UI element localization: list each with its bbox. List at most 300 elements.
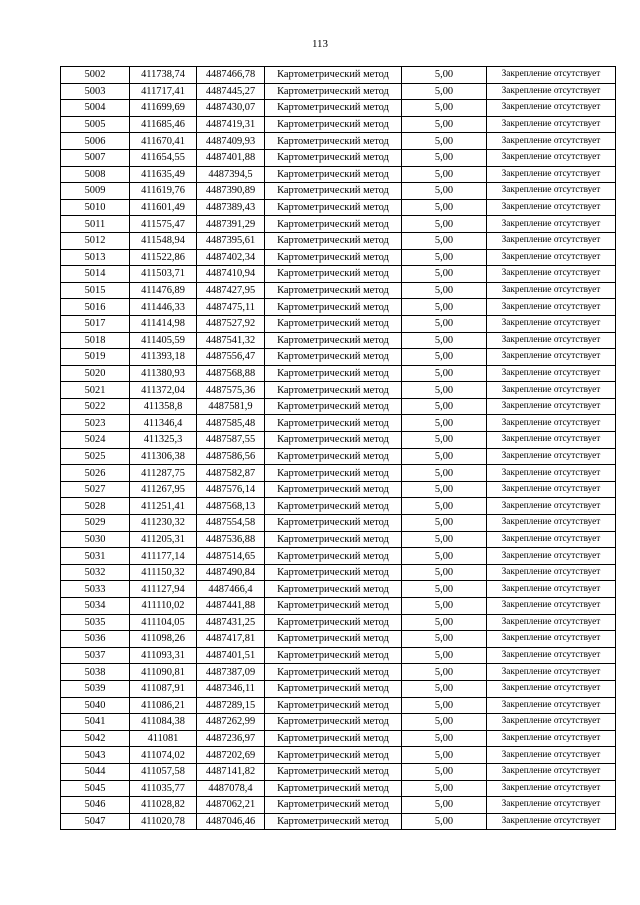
x-coordinate-cell: 411346,4	[130, 415, 197, 432]
fixation-status-cell: Закрепление отсутствует	[487, 448, 616, 465]
y-coordinate-cell: 4487401,51	[197, 647, 265, 664]
fixation-status-cell: Закрепление отсутствует	[487, 332, 616, 349]
y-coordinate-cell: 4487141,82	[197, 763, 265, 780]
table-row	[61, 647, 616, 664]
table-row	[61, 166, 616, 183]
x-coordinate-cell: 411086,21	[130, 697, 197, 714]
x-coordinate-cell: 411074,02	[130, 747, 197, 764]
accuracy-cell: 5,00	[402, 232, 487, 249]
x-coordinate-cell: 411372,04	[130, 382, 197, 399]
point-number-cell: 5012	[61, 232, 130, 249]
table-row	[61, 67, 616, 84]
y-coordinate-cell: 4487541,32	[197, 332, 265, 349]
point-number-cell: 5036	[61, 631, 130, 648]
method-cell: Картометрический метод	[265, 614, 402, 631]
x-coordinate-cell: 411087,91	[130, 680, 197, 697]
x-coordinate-cell: 411028,82	[130, 797, 197, 814]
fixation-status-cell: Закрепление отсутствует	[487, 349, 616, 366]
accuracy-cell: 5,00	[402, 249, 487, 266]
fixation-status-cell: Закрепление отсутствует	[487, 797, 616, 814]
fixation-status-cell: Закрепление отсутствует	[487, 67, 616, 84]
point-number-cell: 5041	[61, 714, 130, 731]
fixation-status-cell: Закрепление отсутствует	[487, 199, 616, 216]
accuracy-cell: 5,00	[402, 780, 487, 797]
fixation-status-cell: Закрепление отсутствует	[487, 763, 616, 780]
method-cell: Картометрический метод	[265, 515, 402, 532]
point-number-cell: 5018	[61, 332, 130, 349]
fixation-status-cell: Закрепление отсутствует	[487, 631, 616, 648]
accuracy-cell: 5,00	[402, 697, 487, 714]
y-coordinate-cell: 4487466,78	[197, 67, 265, 84]
table-row	[61, 763, 616, 780]
table-row	[61, 299, 616, 316]
fixation-status-cell: Закрепление отсутствует	[487, 730, 616, 747]
table-row	[61, 797, 616, 814]
fixation-status-cell: Закрепление отсутствует	[487, 100, 616, 117]
x-coordinate-cell: 411035,77	[130, 780, 197, 797]
y-coordinate-cell: 4487554,58	[197, 515, 265, 532]
y-coordinate-cell: 4487078,4	[197, 780, 265, 797]
point-number-cell: 5005	[61, 116, 130, 133]
x-coordinate-cell: 411267,95	[130, 481, 197, 498]
accuracy-cell: 5,00	[402, 564, 487, 581]
method-cell: Картометрический метод	[265, 183, 402, 200]
table-row	[61, 465, 616, 482]
method-cell: Картометрический метод	[265, 415, 402, 432]
point-number-cell: 5016	[61, 299, 130, 316]
x-coordinate-cell: 411110,02	[130, 598, 197, 615]
accuracy-cell: 5,00	[402, 515, 487, 532]
x-coordinate-cell: 411738,74	[130, 67, 197, 84]
point-number-cell: 5037	[61, 647, 130, 664]
point-number-cell: 5040	[61, 697, 130, 714]
y-coordinate-cell: 4487475,11	[197, 299, 265, 316]
method-cell: Картометрический метод	[265, 116, 402, 133]
y-coordinate-cell: 4487585,48	[197, 415, 265, 432]
y-coordinate-cell: 4487587,55	[197, 432, 265, 449]
y-coordinate-cell: 4487262,99	[197, 714, 265, 731]
method-cell: Картометрический метод	[265, 216, 402, 233]
accuracy-cell: 5,00	[402, 299, 487, 316]
accuracy-cell: 5,00	[402, 548, 487, 565]
table-row	[61, 631, 616, 648]
fixation-status-cell: Закрепление отсутствует	[487, 481, 616, 498]
y-coordinate-cell: 4487391,29	[197, 216, 265, 233]
fixation-status-cell: Закрепление отсутствует	[487, 548, 616, 565]
table-row	[61, 432, 616, 449]
table-row	[61, 199, 616, 216]
y-coordinate-cell: 4487581,9	[197, 398, 265, 415]
accuracy-cell: 5,00	[402, 149, 487, 166]
accuracy-cell: 5,00	[402, 349, 487, 366]
coordinates-table	[60, 66, 616, 830]
table-row	[61, 365, 616, 382]
fixation-status-cell: Закрепление отсутствует	[487, 598, 616, 615]
fixation-status-cell: Закрепление отсутствует	[487, 232, 616, 249]
x-coordinate-cell: 411670,41	[130, 133, 197, 150]
accuracy-cell: 5,00	[402, 797, 487, 814]
fixation-status-cell: Закрепление отсутствует	[487, 166, 616, 183]
table-row	[61, 83, 616, 100]
accuracy-cell: 5,00	[402, 432, 487, 449]
x-coordinate-cell: 411717,41	[130, 83, 197, 100]
table-row	[61, 349, 616, 366]
fixation-status-cell: Закрепление отсутствует	[487, 680, 616, 697]
y-coordinate-cell: 4487394,5	[197, 166, 265, 183]
accuracy-cell: 5,00	[402, 714, 487, 731]
x-coordinate-cell: 411405,59	[130, 332, 197, 349]
method-cell: Картометрический метод	[265, 249, 402, 266]
point-number-cell: 5034	[61, 598, 130, 615]
table-row	[61, 813, 616, 830]
fixation-status-cell: Закрепление отсутствует	[487, 216, 616, 233]
accuracy-cell: 5,00	[402, 315, 487, 332]
y-coordinate-cell: 4487556,47	[197, 349, 265, 366]
point-number-cell: 5031	[61, 548, 130, 565]
fixation-status-cell: Закрепление отсутствует	[487, 266, 616, 283]
accuracy-cell: 5,00	[402, 747, 487, 764]
x-coordinate-cell: 411503,71	[130, 266, 197, 283]
x-coordinate-cell: 411635,49	[130, 166, 197, 183]
x-coordinate-cell: 411325,3	[130, 432, 197, 449]
x-coordinate-cell: 411601,49	[130, 199, 197, 216]
method-cell: Картометрический метод	[265, 149, 402, 166]
method-cell: Картометрический метод	[265, 199, 402, 216]
table-row	[61, 614, 616, 631]
point-number-cell: 5024	[61, 432, 130, 449]
method-cell: Картометрический метод	[265, 365, 402, 382]
point-number-cell: 5003	[61, 83, 130, 100]
point-number-cell: 5025	[61, 448, 130, 465]
fixation-status-cell: Закрепление отсутствует	[487, 564, 616, 581]
accuracy-cell: 5,00	[402, 116, 487, 133]
table-row	[61, 515, 616, 532]
accuracy-cell: 5,00	[402, 183, 487, 200]
method-cell: Картометрический метод	[265, 448, 402, 465]
table-row	[61, 149, 616, 166]
method-cell: Картометрический метод	[265, 714, 402, 731]
method-cell: Картометрический метод	[265, 432, 402, 449]
fixation-status-cell: Закрепление отсутствует	[487, 647, 616, 664]
fixation-status-cell: Закрепление отсутствует	[487, 614, 616, 631]
table-row	[61, 100, 616, 117]
fixation-status-cell: Закрепление отсутствует	[487, 315, 616, 332]
x-coordinate-cell: 411251,41	[130, 498, 197, 515]
y-coordinate-cell: 4487445,27	[197, 83, 265, 100]
x-coordinate-cell: 411380,93	[130, 365, 197, 382]
table-row	[61, 315, 616, 332]
fixation-status-cell: Закрепление отсутствует	[487, 116, 616, 133]
x-coordinate-cell: 411699,69	[130, 100, 197, 117]
point-number-cell: 5047	[61, 813, 130, 830]
method-cell: Картометрический метод	[265, 813, 402, 830]
fixation-status-cell: Закрепление отсутствует	[487, 813, 616, 830]
y-coordinate-cell: 4487390,89	[197, 183, 265, 200]
accuracy-cell: 5,00	[402, 763, 487, 780]
method-cell: Картометрический метод	[265, 67, 402, 84]
fixation-status-cell: Закрепление отсутствует	[487, 83, 616, 100]
point-number-cell: 5045	[61, 780, 130, 797]
method-cell: Картометрический метод	[265, 780, 402, 797]
method-cell: Картометрический метод	[265, 315, 402, 332]
method-cell: Картометрический метод	[265, 747, 402, 764]
y-coordinate-cell: 4487410,94	[197, 266, 265, 283]
x-coordinate-cell: 411093,31	[130, 647, 197, 664]
table-row	[61, 382, 616, 399]
y-coordinate-cell: 4487568,88	[197, 365, 265, 382]
coordinates-table-body	[61, 67, 616, 830]
y-coordinate-cell: 4487409,93	[197, 133, 265, 150]
method-cell: Картометрический метод	[265, 664, 402, 681]
fixation-status-cell: Закрепление отсутствует	[487, 415, 616, 432]
y-coordinate-cell: 4487395,61	[197, 232, 265, 249]
point-number-cell: 5007	[61, 149, 130, 166]
table-row	[61, 249, 616, 266]
y-coordinate-cell: 4487568,13	[197, 498, 265, 515]
method-cell: Картометрический метод	[265, 581, 402, 598]
accuracy-cell: 5,00	[402, 266, 487, 283]
y-coordinate-cell: 4487536,88	[197, 531, 265, 548]
point-number-cell: 5027	[61, 481, 130, 498]
point-number-cell: 5026	[61, 465, 130, 482]
point-number-cell: 5028	[61, 498, 130, 515]
method-cell: Картометрический метод	[265, 498, 402, 515]
point-number-cell: 5039	[61, 680, 130, 697]
page-number: 113	[311, 38, 329, 50]
accuracy-cell: 5,00	[402, 67, 487, 84]
accuracy-cell: 5,00	[402, 680, 487, 697]
method-cell: Картометрический метод	[265, 166, 402, 183]
accuracy-cell: 5,00	[402, 100, 487, 117]
fixation-status-cell: Закрепление отсутствует	[487, 747, 616, 764]
x-coordinate-cell: 411654,55	[130, 149, 197, 166]
x-coordinate-cell: 411548,94	[130, 232, 197, 249]
y-coordinate-cell: 4487527,92	[197, 315, 265, 332]
x-coordinate-cell: 411020,78	[130, 813, 197, 830]
table-row	[61, 730, 616, 747]
point-number-cell: 5043	[61, 747, 130, 764]
x-coordinate-cell: 411476,89	[130, 282, 197, 299]
point-number-cell: 5019	[61, 349, 130, 366]
method-cell: Картометрический метод	[265, 598, 402, 615]
y-coordinate-cell: 4487586,56	[197, 448, 265, 465]
table-row	[61, 598, 616, 615]
accuracy-cell: 5,00	[402, 581, 487, 598]
table-row	[61, 282, 616, 299]
method-cell: Картометрический метод	[265, 83, 402, 100]
y-coordinate-cell: 4487419,31	[197, 116, 265, 133]
fixation-status-cell: Закрепление отсутствует	[487, 531, 616, 548]
point-number-cell: 5046	[61, 797, 130, 814]
fixation-status-cell: Закрепление отсутствует	[487, 714, 616, 731]
fixation-status-cell: Закрепление отсутствует	[487, 465, 616, 482]
fixation-status-cell: Закрепление отсутствует	[487, 780, 616, 797]
accuracy-cell: 5,00	[402, 730, 487, 747]
y-coordinate-cell: 4487576,14	[197, 481, 265, 498]
accuracy-cell: 5,00	[402, 481, 487, 498]
fixation-status-cell: Закрепление отсутствует	[487, 581, 616, 598]
accuracy-cell: 5,00	[402, 664, 487, 681]
method-cell: Картометрический метод	[265, 266, 402, 283]
table-row	[61, 697, 616, 714]
fixation-status-cell: Закрепление отсутствует	[487, 664, 616, 681]
y-coordinate-cell: 4487466,4	[197, 581, 265, 598]
x-coordinate-cell: 411177,14	[130, 548, 197, 565]
table-row	[61, 415, 616, 432]
y-coordinate-cell: 4487582,87	[197, 465, 265, 482]
fixation-status-cell: Закрепление отсутствует	[487, 697, 616, 714]
point-number-cell: 5035	[61, 614, 130, 631]
x-coordinate-cell: 411057,58	[130, 763, 197, 780]
accuracy-cell: 5,00	[402, 83, 487, 100]
table-row	[61, 116, 616, 133]
x-coordinate-cell: 411230,32	[130, 515, 197, 532]
point-number-cell: 5022	[61, 398, 130, 415]
x-coordinate-cell: 411446,33	[130, 299, 197, 316]
fixation-status-cell: Закрепление отсутствует	[487, 249, 616, 266]
y-coordinate-cell: 4487417,81	[197, 631, 265, 648]
accuracy-cell: 5,00	[402, 216, 487, 233]
method-cell: Картометрический метод	[265, 133, 402, 150]
fixation-status-cell: Закрепление отсутствует	[487, 515, 616, 532]
point-number-cell: 5033	[61, 581, 130, 598]
table-row	[61, 266, 616, 283]
table-row	[61, 531, 616, 548]
method-cell: Картометрический метод	[265, 680, 402, 697]
table-row	[61, 498, 616, 515]
table-row	[61, 548, 616, 565]
method-cell: Картометрический метод	[265, 564, 402, 581]
y-coordinate-cell: 4487202,69	[197, 747, 265, 764]
method-cell: Картометрический метод	[265, 531, 402, 548]
table-row	[61, 133, 616, 150]
method-cell: Картометрический метод	[265, 299, 402, 316]
point-number-cell: 5017	[61, 315, 130, 332]
x-coordinate-cell: 411127,94	[130, 581, 197, 598]
method-cell: Картометрический метод	[265, 398, 402, 415]
point-number-cell: 5009	[61, 183, 130, 200]
y-coordinate-cell: 4487289,15	[197, 697, 265, 714]
point-number-cell: 5015	[61, 282, 130, 299]
x-coordinate-cell: 411150,32	[130, 564, 197, 581]
point-number-cell: 5004	[61, 100, 130, 117]
accuracy-cell: 5,00	[402, 647, 487, 664]
accuracy-cell: 5,00	[402, 199, 487, 216]
x-coordinate-cell: 411685,46	[130, 116, 197, 133]
point-number-cell: 5013	[61, 249, 130, 266]
y-coordinate-cell: 4487236,97	[197, 730, 265, 747]
point-number-cell: 5014	[61, 266, 130, 283]
accuracy-cell: 5,00	[402, 365, 487, 382]
accuracy-cell: 5,00	[402, 133, 487, 150]
point-number-cell: 5010	[61, 199, 130, 216]
y-coordinate-cell: 4487346,11	[197, 680, 265, 697]
method-cell: Картометрический метод	[265, 548, 402, 565]
fixation-status-cell: Закрепление отсутствует	[487, 282, 616, 299]
y-coordinate-cell: 4487402,34	[197, 249, 265, 266]
y-coordinate-cell: 4487441,88	[197, 598, 265, 615]
table-row	[61, 564, 616, 581]
method-cell: Картометрический метод	[265, 349, 402, 366]
table-row	[61, 448, 616, 465]
point-number-cell: 5006	[61, 133, 130, 150]
point-number-cell: 5023	[61, 415, 130, 432]
point-number-cell: 5044	[61, 763, 130, 780]
fixation-status-cell: Закрепление отсутствует	[487, 398, 616, 415]
fixation-status-cell: Закрепление отсутствует	[487, 365, 616, 382]
accuracy-cell: 5,00	[402, 332, 487, 349]
method-cell: Картометрический метод	[265, 647, 402, 664]
x-coordinate-cell: 411084,38	[130, 714, 197, 731]
accuracy-cell: 5,00	[402, 498, 487, 515]
fixation-status-cell: Закрепление отсутствует	[487, 299, 616, 316]
accuracy-cell: 5,00	[402, 382, 487, 399]
table-row	[61, 481, 616, 498]
table-row	[61, 714, 616, 731]
accuracy-cell: 5,00	[402, 813, 487, 830]
method-cell: Картометрический метод	[265, 697, 402, 714]
x-coordinate-cell: 411619,76	[130, 183, 197, 200]
y-coordinate-cell: 4487575,36	[197, 382, 265, 399]
method-cell: Картометрический метод	[265, 282, 402, 299]
table-row	[61, 183, 616, 200]
method-cell: Картометрический метод	[265, 763, 402, 780]
table-row	[61, 780, 616, 797]
y-coordinate-cell: 4487046,46	[197, 813, 265, 830]
accuracy-cell: 5,00	[402, 398, 487, 415]
table-row	[61, 332, 616, 349]
y-coordinate-cell: 4487490,84	[197, 564, 265, 581]
accuracy-cell: 5,00	[402, 448, 487, 465]
table-row	[61, 747, 616, 764]
method-cell: Картометрический метод	[265, 232, 402, 249]
x-coordinate-cell: 411081	[130, 730, 197, 747]
fixation-status-cell: Закрепление отсутствует	[487, 382, 616, 399]
x-coordinate-cell: 411522,86	[130, 249, 197, 266]
point-number-cell: 5008	[61, 166, 130, 183]
table-row	[61, 664, 616, 681]
accuracy-cell: 5,00	[402, 166, 487, 183]
y-coordinate-cell: 4487062,21	[197, 797, 265, 814]
y-coordinate-cell: 4487431,25	[197, 614, 265, 631]
y-coordinate-cell: 4487430,07	[197, 100, 265, 117]
point-number-cell: 5002	[61, 67, 130, 84]
point-number-cell: 5020	[61, 365, 130, 382]
accuracy-cell: 5,00	[402, 631, 487, 648]
y-coordinate-cell: 4487387,09	[197, 664, 265, 681]
point-number-cell: 5042	[61, 730, 130, 747]
method-cell: Картометрический метод	[265, 382, 402, 399]
table-row	[61, 232, 616, 249]
point-number-cell: 5038	[61, 664, 130, 681]
x-coordinate-cell: 411287,75	[130, 465, 197, 482]
table-row	[61, 216, 616, 233]
accuracy-cell: 5,00	[402, 531, 487, 548]
x-coordinate-cell: 411104,05	[130, 614, 197, 631]
fixation-status-cell: Закрепление отсутствует	[487, 183, 616, 200]
accuracy-cell: 5,00	[402, 415, 487, 432]
x-coordinate-cell: 411575,47	[130, 216, 197, 233]
y-coordinate-cell: 4487401,88	[197, 149, 265, 166]
x-coordinate-cell: 411358,8	[130, 398, 197, 415]
accuracy-cell: 5,00	[402, 614, 487, 631]
point-number-cell: 5030	[61, 531, 130, 548]
method-cell: Картометрический метод	[265, 730, 402, 747]
x-coordinate-cell: 411090,81	[130, 664, 197, 681]
point-number-cell: 5021	[61, 382, 130, 399]
y-coordinate-cell: 4487427,95	[197, 282, 265, 299]
method-cell: Картометрический метод	[265, 100, 402, 117]
